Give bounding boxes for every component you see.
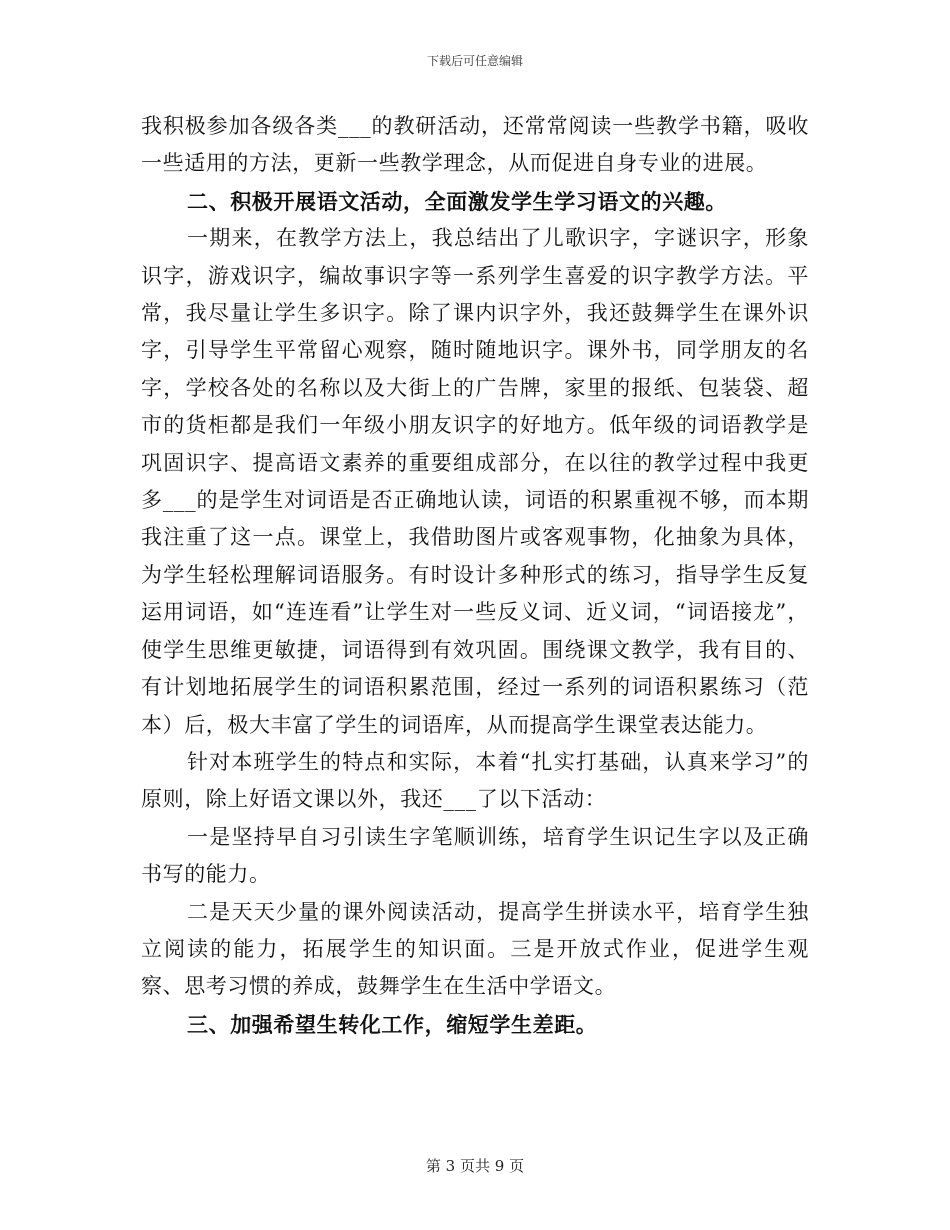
- paragraph-activities-intro: 针对本班学生的特点和实际，本着“扎实打基础，认真来学习”的原则，除上好语文课以外，我还___了以下活动：: [141, 749, 809, 812]
- paragraph-intro: 我积极参加各级各类___的教研活动，还常常阅读一些教学书籍，吸收一些适用的方法，更新一些教学理念，从而促进自身专业的进展。: [141, 114, 809, 176]
- paragraph-activity-1: 一是坚持早自习引读生字笔顺训练，培育学生识记生字以及正确书写的能力。: [141, 824, 809, 887]
- page-header: 下载后可任意编辑: [426, 54, 523, 68]
- document-body: [141, 108, 809, 1043]
- paragraph-literacy-methods: 一期来，在教学方法上，我总结出了儿歌识字，字谜识字，形象识字，游戏识字，编故事识字等一系列学生喜爱的识字教学方法。平常，我尽量让学生多识字。除了课内识字外，我还鼓舞学生在课外识字，引导学生平常留心观察，随时随地识字。课外书，同学朋友的名字，学校各处的名称以及大街上的广告牌，家里的报纸、包装袋、超市的货柜都是我们一年级小朋友识字的好地方。低年级的词语教学是巩固识字、提高语文素养的重要组成部分，在以往的教学过程中我更多___的是学生对词语是否正确地认读，词语的积累重视不够，而本期我注重了这一点。课堂上，我借助图片或客观事物，化抽象为具体，为学生轻松理解词语服务。有时设计多种形式的练习，指导学生反复运用词语，如“连连看”让学生对一些反义词、近义词，“词语接龙”，使学生思维更敏捷，词语得到有效巩固。围绕课文教学，我有目的、有计划地拓展学生的词语积累范围，经过一系列的词语积累练习（范本）后，极大丰富了学生的词语库，从而提高学生课堂表达能力。: [141, 226, 809, 737]
- paragraph-activity-2: 二是天天少量的课外阅读活动，提高学生拼读水平，培育学生独立阅读的能力，拓展学生的知识面。三是开放式作业，促进学生观察、思考习惯的养成，鼓舞学生在生活中学语文。: [141, 899, 809, 999]
- page-footer: 第 3 页共 9 页: [425, 1157, 525, 1175]
- section-heading-2: 二、积极开展语文活动，全面激发学生学习语文的兴趣。: [187, 188, 727, 214]
- section-heading-3: 三、加强希望生转化工作，缩短学生差距。: [187, 1011, 598, 1037]
